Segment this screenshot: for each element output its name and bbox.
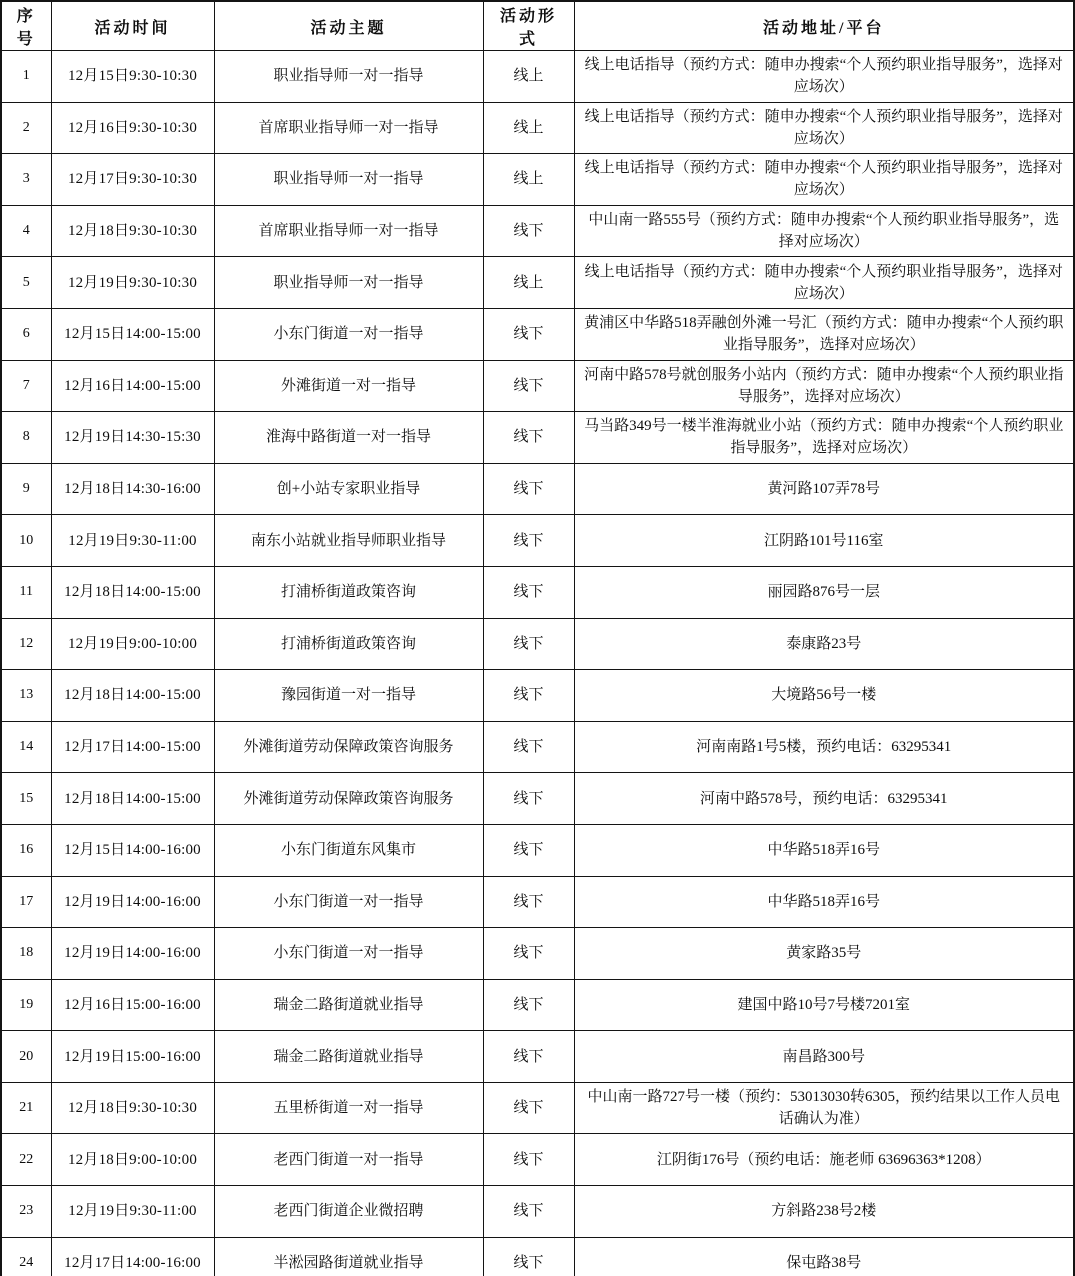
cell-activity-time: 12月18日9:30-10:30 <box>51 205 214 257</box>
cell-activity-time: 12月19日9:00-10:00 <box>51 618 214 670</box>
cell-activity-theme: 小东门街道一对一指导 <box>214 876 483 928</box>
header-activity-format: 活动形式 <box>483 1 574 51</box>
header-activity-time: 活动时间 <box>51 1 214 51</box>
cell-activity-time: 12月15日14:00-16:00 <box>51 824 214 876</box>
cell-activity-address: 方斜路238号2楼 <box>574 1186 1074 1238</box>
cell-activity-theme: 小东门街道一对一指导 <box>214 308 483 360</box>
cell-activity-time: 12月18日14:00-15:00 <box>51 566 214 618</box>
cell-activity-time: 12月18日14:30-16:00 <box>51 463 214 515</box>
header-activity-theme: 活动主题 <box>214 1 483 51</box>
cell-activity-theme: 淮海中路街道一对一指导 <box>214 412 483 464</box>
cell-activity-format: 线下 <box>483 1186 574 1238</box>
cell-activity-address: 大境路56号一楼 <box>574 670 1074 722</box>
cell-serial-number: 20 <box>1 1031 51 1083</box>
cell-activity-theme: 老西门街道企业微招聘 <box>214 1186 483 1238</box>
table-row <box>1 618 1074 670</box>
table-row <box>1 1031 1074 1083</box>
cell-activity-format: 线下 <box>483 979 574 1031</box>
table-row <box>1 979 1074 1031</box>
cell-activity-address: 黄浦区中华路518弄融创外滩一号汇（预约方式：随申办搜索“个人预约职业指导服务”，选择对应场次） <box>574 308 1074 360</box>
table-row <box>1 1237 1074 1276</box>
cell-activity-format: 线下 <box>483 876 574 928</box>
table-row <box>1 566 1074 618</box>
cell-activity-format: 线下 <box>483 928 574 980</box>
cell-activity-address: 保屯路38号 <box>574 1237 1074 1276</box>
cell-activity-theme: 创+小站专家职业指导 <box>214 463 483 515</box>
cell-serial-number: 3 <box>1 154 51 206</box>
cell-serial-number: 23 <box>1 1186 51 1238</box>
header-activity-address: 活动地址/平台 <box>574 1 1074 51</box>
cell-activity-address: 丽园路876号一层 <box>574 566 1074 618</box>
table-row <box>1 1134 1074 1186</box>
cell-activity-time: 12月19日9:30-10:30 <box>51 257 214 309</box>
table-row <box>1 515 1074 567</box>
table-row <box>1 463 1074 515</box>
table-body <box>1 51 1074 1276</box>
cell-serial-number: 18 <box>1 928 51 980</box>
cell-activity-time: 12月16日15:00-16:00 <box>51 979 214 1031</box>
cell-activity-address: 中山南一路555号（预约方式：随申办搜索“个人预约职业指导服务”，选择对应场次） <box>574 205 1074 257</box>
cell-serial-number: 7 <box>1 360 51 412</box>
cell-activity-address: 线上电话指导（预约方式：随申办搜索“个人预约职业指导服务”，选择对应场次） <box>574 154 1074 206</box>
cell-activity-theme: 外滩街道一对一指导 <box>214 360 483 412</box>
cell-activity-format: 线下 <box>483 205 574 257</box>
cell-activity-theme: 打浦桥街道政策咨询 <box>214 618 483 670</box>
cell-activity-address: 江阴街176号（预约电话：施老师 63696363*1208） <box>574 1134 1074 1186</box>
cell-activity-address: 线上电话指导（预约方式：随申办搜索“个人预约职业指导服务”，选择对应场次） <box>574 51 1074 103</box>
cell-activity-time: 12月18日9:00-10:00 <box>51 1134 214 1186</box>
cell-serial-number: 6 <box>1 308 51 360</box>
cell-activity-theme: 外滩街道劳动保障政策咨询服务 <box>214 721 483 773</box>
cell-serial-number: 10 <box>1 515 51 567</box>
cell-activity-format: 线下 <box>483 1031 574 1083</box>
cell-activity-format: 线上 <box>483 154 574 206</box>
cell-activity-theme: 半淞园路街道就业指导 <box>214 1237 483 1276</box>
cell-activity-time: 12月19日14:00-16:00 <box>51 876 214 928</box>
cell-activity-format: 线下 <box>483 721 574 773</box>
cell-activity-format: 线下 <box>483 1237 574 1276</box>
cell-activity-theme: 小东门街道一对一指导 <box>214 928 483 980</box>
cell-activity-time: 12月19日9:30-11:00 <box>51 1186 214 1238</box>
cell-activity-format: 线下 <box>483 360 574 412</box>
cell-activity-theme: 小东门街道东风集市 <box>214 824 483 876</box>
table-row <box>1 257 1074 309</box>
cell-activity-theme: 职业指导师一对一指导 <box>214 257 483 309</box>
cell-activity-format: 线下 <box>483 824 574 876</box>
cell-activity-time: 12月18日14:00-15:00 <box>51 670 214 722</box>
cell-activity-address: 马当路349号一楼半淮海就业小站（预约方式：随申办搜索“个人预约职业指导服务”，选择对应场次） <box>574 412 1074 464</box>
cell-activity-theme: 瑞金二路街道就业指导 <box>214 979 483 1031</box>
cell-activity-address: 南昌路300号 <box>574 1031 1074 1083</box>
cell-activity-format: 线下 <box>483 670 574 722</box>
table-row <box>1 721 1074 773</box>
cell-activity-format: 线上 <box>483 102 574 154</box>
cell-serial-number: 2 <box>1 102 51 154</box>
cell-activity-address: 线上电话指导（预约方式：随申办搜索“个人预约职业指导服务”，选择对应场次） <box>574 102 1074 154</box>
cell-activity-time: 12月17日14:00-16:00 <box>51 1237 214 1276</box>
cell-activity-format: 线上 <box>483 257 574 309</box>
table-row <box>1 876 1074 928</box>
cell-activity-time: 12月19日14:30-15:30 <box>51 412 214 464</box>
cell-activity-format: 线下 <box>483 463 574 515</box>
cell-activity-address: 黄家路35号 <box>574 928 1074 980</box>
cell-serial-number: 5 <box>1 257 51 309</box>
cell-activity-address: 江阴路101号116室 <box>574 515 1074 567</box>
cell-activity-format: 线下 <box>483 515 574 567</box>
cell-activity-format: 线下 <box>483 412 574 464</box>
table-row <box>1 1186 1074 1238</box>
cell-activity-format: 线下 <box>483 1082 574 1134</box>
cell-activity-format: 线下 <box>483 618 574 670</box>
cell-serial-number: 22 <box>1 1134 51 1186</box>
cell-serial-number: 14 <box>1 721 51 773</box>
header-row <box>1 1 1074 51</box>
cell-activity-theme: 打浦桥街道政策咨询 <box>214 566 483 618</box>
table-row <box>1 360 1074 412</box>
table-row <box>1 773 1074 825</box>
cell-activity-address: 中华路518弄16号 <box>574 876 1074 928</box>
cell-activity-theme: 五里桥街道一对一指导 <box>214 1082 483 1134</box>
cell-serial-number: 8 <box>1 412 51 464</box>
cell-activity-theme: 豫园街道一对一指导 <box>214 670 483 722</box>
cell-activity-theme: 外滩街道劳动保障政策咨询服务 <box>214 773 483 825</box>
cell-activity-theme: 南东小站就业指导师职业指导 <box>214 515 483 567</box>
table-row <box>1 205 1074 257</box>
cell-activity-address: 黄河路107弄78号 <box>574 463 1074 515</box>
cell-activity-theme: 首席职业指导师一对一指导 <box>214 102 483 154</box>
cell-activity-time: 12月19日15:00-16:00 <box>51 1031 214 1083</box>
cell-serial-number: 16 <box>1 824 51 876</box>
table-row <box>1 670 1074 722</box>
cell-activity-time: 12月16日9:30-10:30 <box>51 102 214 154</box>
cell-activity-format: 线下 <box>483 566 574 618</box>
cell-activity-theme: 瑞金二路街道就业指导 <box>214 1031 483 1083</box>
cell-serial-number: 17 <box>1 876 51 928</box>
cell-activity-theme: 老西门街道一对一指导 <box>214 1134 483 1186</box>
cell-activity-format: 线上 <box>483 51 574 103</box>
table-row <box>1 308 1074 360</box>
cell-serial-number: 15 <box>1 773 51 825</box>
cell-serial-number: 24 <box>1 1237 51 1276</box>
table-row <box>1 154 1074 206</box>
cell-serial-number: 12 <box>1 618 51 670</box>
cell-activity-theme: 职业指导师一对一指导 <box>214 51 483 103</box>
table-header <box>1 1 1074 51</box>
cell-activity-time: 12月15日14:00-15:00 <box>51 308 214 360</box>
cell-activity-theme: 职业指导师一对一指导 <box>214 154 483 206</box>
cell-activity-address: 中华路518弄16号 <box>574 824 1074 876</box>
cell-serial-number: 4 <box>1 205 51 257</box>
cell-activity-address: 建国中路10号7号楼7201室 <box>574 979 1074 1031</box>
cell-activity-address: 河南南路1号5楼，预约电话：63295341 <box>574 721 1074 773</box>
cell-serial-number: 11 <box>1 566 51 618</box>
cell-serial-number: 1 <box>1 51 51 103</box>
cell-activity-address: 中山南一路727号一楼（预约：53013030转6305，预约结果以工作人员电话确认为准） <box>574 1082 1074 1134</box>
table-row <box>1 824 1074 876</box>
cell-activity-address: 泰康路23号 <box>574 618 1074 670</box>
table-row <box>1 102 1074 154</box>
cell-serial-number: 19 <box>1 979 51 1031</box>
cell-serial-number: 21 <box>1 1082 51 1134</box>
cell-serial-number: 9 <box>1 463 51 515</box>
header-serial-number: 序号 <box>1 1 51 51</box>
cell-activity-format: 线下 <box>483 1134 574 1186</box>
cell-activity-time: 12月18日14:00-15:00 <box>51 773 214 825</box>
cell-activity-time: 12月16日14:00-15:00 <box>51 360 214 412</box>
cell-activity-format: 线下 <box>483 308 574 360</box>
cell-activity-time: 12月17日9:30-10:30 <box>51 154 214 206</box>
table-row <box>1 51 1074 103</box>
cell-activity-time: 12月19日9:30-11:00 <box>51 515 214 567</box>
table-row <box>1 412 1074 464</box>
table-row <box>1 928 1074 980</box>
cell-activity-address: 线上电话指导（预约方式：随申办搜索“个人预约职业指导服务”，选择对应场次） <box>574 257 1074 309</box>
cell-activity-time: 12月17日14:00-15:00 <box>51 721 214 773</box>
cell-activity-address: 河南中路578号，预约电话：63295341 <box>574 773 1074 825</box>
cell-activity-time: 12月19日14:00-16:00 <box>51 928 214 980</box>
cell-activity-time: 12月18日9:30-10:30 <box>51 1082 214 1134</box>
cell-activity-time: 12月15日9:30-10:30 <box>51 51 214 103</box>
cell-serial-number: 13 <box>1 670 51 722</box>
cell-activity-theme: 首席职业指导师一对一指导 <box>214 205 483 257</box>
cell-activity-format: 线下 <box>483 773 574 825</box>
cell-activity-address: 河南中路578号就创服务小站内（预约方式：随申办搜索“个人预约职业指导服务”，选择对应场次） <box>574 360 1074 412</box>
table-row <box>1 1082 1074 1134</box>
